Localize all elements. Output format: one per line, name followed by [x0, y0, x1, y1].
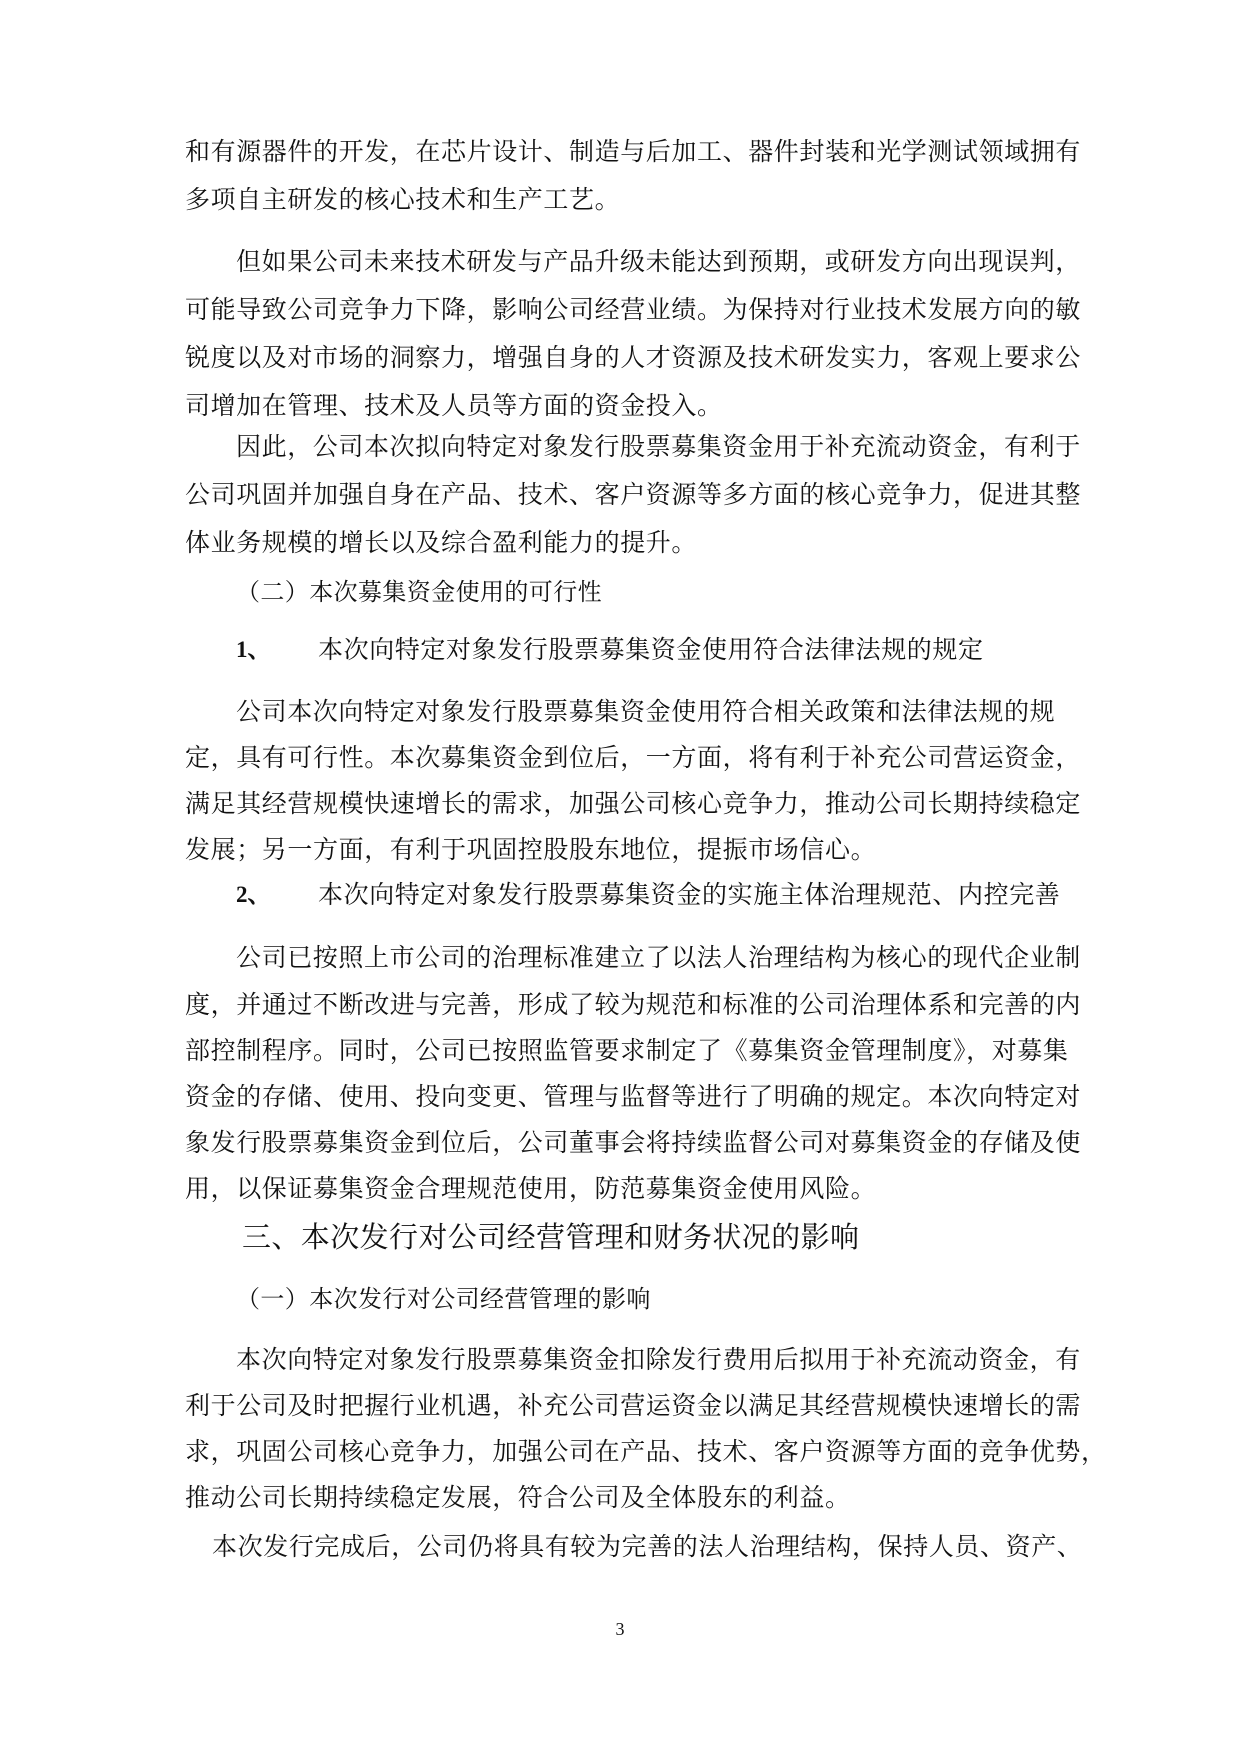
paragraph-line: 公司巩固并加强自身在产品、技术、客户资源等多方面的核心竞争力，促进其整	[185, 480, 1082, 509]
paragraph-line: 司增加在管理、技术及人员等方面的资金投入。	[185, 391, 723, 420]
paragraph-line: 象发行股票募集资金到位后，公司董事会将持续监督公司对募集资金的存储及使	[185, 1128, 1082, 1157]
paragraph-line: 本次发行完成后，公司仍将具有较为完善的法人治理结构，保持人员、资产、	[212, 1532, 1083, 1561]
paragraph-line: 用，以保证募集资金合理规范使用，防范募集资金使用风险。	[185, 1174, 877, 1203]
paragraph-line: 利于公司及时把握行业机遇，补充公司营运资金以满足其经营规模快速增长的需	[185, 1391, 1082, 1420]
page-number: 3	[615, 1619, 625, 1639]
paragraph-line: 公司本次向特定对象发行股票募集资金使用符合相关政策和法律法规的规	[236, 697, 1056, 726]
section-heading-feasibility: （二）本次募集资金使用的可行性	[236, 578, 602, 606]
paragraph-line: 推动公司长期持续稳定发展，符合公司及全体股东的利益。	[185, 1483, 851, 1512]
item-number: 2、	[236, 882, 271, 907]
paragraph-line: 部控制程序。同时，公司已按照监管要求制定了《募集资金管理制度》，对募集	[185, 1036, 1069, 1065]
paragraph-line: 定，具有可行性。本次募集资金到位后，一方面，将有利于补充公司营运资金，	[185, 743, 1082, 772]
paragraph-line: 可能导致公司竞争力下降，影响公司经营业绩。为保持对行业技术发展方向的敏	[185, 295, 1082, 324]
item-title: 本次向特定对象发行股票募集资金的实施主体治理规范、内控完善	[318, 880, 1061, 909]
chapter-heading-impact: 三、本次发行对公司经营管理和财务状况的影响	[242, 1220, 860, 1254]
paragraph-line: 资金的存储、使用、投向变更、管理与监督等进行了明确的规定。本次向特定对	[185, 1082, 1082, 1111]
paragraph-line: 和有源器件的开发，在芯片设计、制造与后加工、器件封装和光学测试领域拥有	[185, 137, 1082, 166]
paragraph-line: 度，并通过不断改进与完善，形成了较为规范和标准的公司治理体系和完善的内	[185, 990, 1082, 1019]
item-title: 本次向特定对象发行股票募集资金使用符合法律法规的规定	[318, 635, 984, 664]
paragraph-line: 满足其经营规模快速增长的需求，加强公司核心竞争力，推动公司长期持续稳定	[185, 789, 1082, 818]
paragraph-line: 锐度以及对市场的洞察力，增强自身的人才资源及技术研发实力，客观上要求公	[185, 343, 1082, 372]
paragraph-line: 发展；另一方面，有利于巩固控股股东地位，提振市场信心。	[185, 835, 877, 864]
paragraph-line: 本次向特定对象发行股票募集资金扣除发行费用后拟用于补充流动资金，有	[236, 1345, 1081, 1374]
paragraph-line: 体业务规模的增长以及综合盈利能力的提升。	[185, 528, 698, 557]
section-heading-operations: （一）本次发行对公司经营管理的影响	[236, 1285, 651, 1313]
paragraph-line: 求，巩固公司核心竞争力，加强公司在产品、技术、客户资源等方面的竞争优势，	[185, 1437, 1107, 1466]
paragraph-line: 但如果公司未来技术研发与产品升级未能达到预期，或研发方向出现误判，	[236, 247, 1081, 276]
paragraph-line: 多项自主研发的核心技术和生产工艺。	[185, 185, 621, 214]
item-number: 1、	[236, 637, 271, 662]
paragraph-line: 公司已按照上市公司的治理标准建立了以法人治理结构为核心的现代企业制	[236, 943, 1081, 972]
paragraph-line: 因此，公司本次拟向特定对象发行股票募集资金用于补充流动资金，有利于	[236, 432, 1081, 461]
